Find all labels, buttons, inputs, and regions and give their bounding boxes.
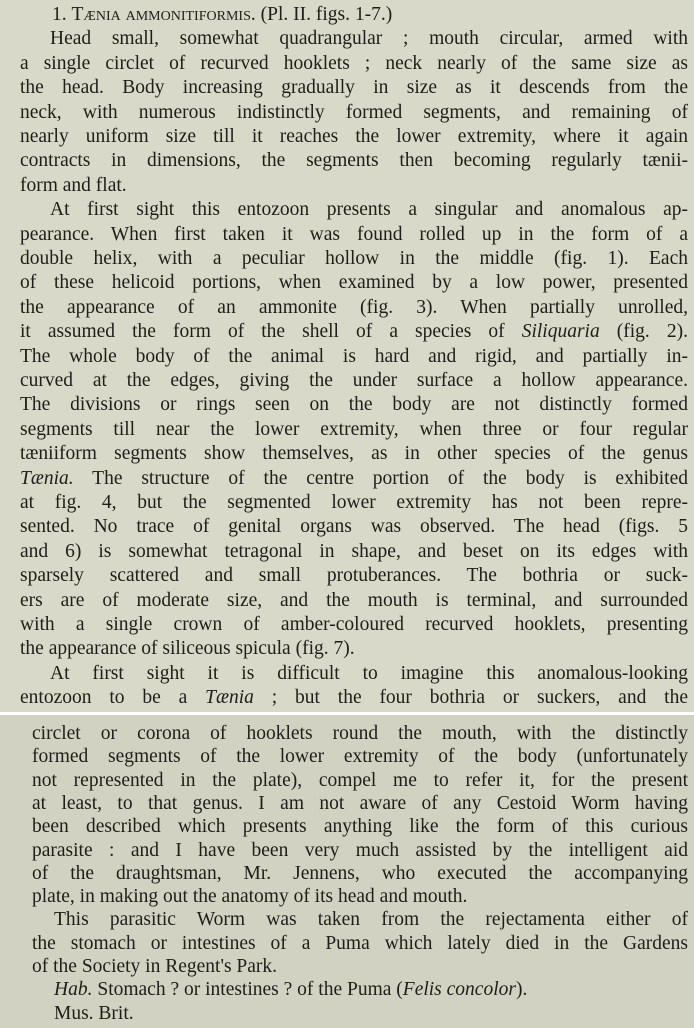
text-span: tæniiform segments show themselves, as in other species of the genus [20, 443, 688, 465]
text-span: The whole body of the animal is hard and rigid, and partially in- [20, 345, 688, 367]
text-line [50, 28, 688, 50]
text-span: (fig. 2). [599, 321, 688, 343]
text-span: entozoon to be a [20, 687, 206, 709]
text-line [20, 394, 688, 416]
text-span: circlet or corona of hooklets round the mouth, with the distinctly [32, 723, 688, 744]
text-line [20, 614, 688, 636]
text-line [54, 909, 688, 931]
text-line [20, 150, 688, 172]
text-span: at least, to that genus. I am not aware of any Cestoid Worm having [32, 792, 688, 814]
section-heading [52, 4, 392, 26]
italic-text: Siliquaria [521, 321, 600, 343]
page-scan-bottom [0, 715, 694, 1028]
text-line [20, 590, 688, 612]
text-span: form and flat. [20, 174, 127, 196]
text-span: of these helicoid portions, when examined by a low power, presented [20, 272, 688, 294]
text-span: a single circlet of recurved hooklets ; neck nearly of the same size as [20, 52, 688, 74]
text-line [32, 770, 688, 792]
text-span: sented. No trace of genital organs was observed. The head (figs. 5 [20, 516, 688, 538]
text-line [20, 516, 688, 538]
text-line [20, 77, 688, 99]
text-line [20, 102, 688, 124]
text-span: contracts in dimensions, the segments then becoming regularly tænii- [20, 150, 688, 172]
text-line [20, 687, 688, 709]
text-line [20, 126, 688, 148]
text-span: double helix, with a peculiar hollow in the middle (fig. 1). Each [20, 248, 688, 269]
text-line [20, 541, 688, 563]
text-line [32, 933, 688, 955]
text-span: pearance. When first taken it was found rolled up in the form of a [20, 223, 688, 245]
text-line [32, 793, 688, 815]
text-span: At first sight it is difficult to imagine this anomalous-looking [50, 662, 688, 684]
text-span: been described which presents anything like the form of this curious [32, 816, 688, 838]
text-line [20, 175, 127, 197]
text-line [32, 746, 688, 768]
text-span: The structure of the centre portion of the body is exhibited [73, 467, 688, 489]
italic-text: Tænia [205, 687, 254, 709]
text-line [32, 840, 688, 862]
text-span: of the Society in Regent's Park. [32, 956, 278, 977]
text-span: At first sight this entozoon presents a singular and anomalous ap- [50, 199, 688, 221]
text-line [20, 297, 688, 319]
text-span: ; but the four bothria or suckers, and the [253, 687, 688, 709]
text-span: the appearance of an ammonite (fig. 3). When partially unrolled, [20, 296, 688, 318]
text-line [32, 886, 467, 908]
text-line [20, 248, 688, 270]
text-line [20, 492, 688, 514]
text-line [32, 956, 277, 978]
text-line [20, 370, 688, 392]
text-line [54, 979, 527, 1001]
text-line [20, 443, 688, 465]
text-span: it assumed the form of the shell of a species of [20, 321, 522, 343]
text-line [54, 1003, 134, 1025]
text-span: This parasitic Worm was taken from the rejectamenta either of [54, 909, 688, 931]
text-span: of the draughtsman, Mr. Jennens, who executed the accompanying [32, 862, 688, 884]
text-span: the appearance of siliceous spicula (fig. 7). [20, 638, 355, 660]
text-span: The divisions or rings seen on the body are not distinctly formed [20, 394, 688, 416]
text-line [20, 321, 688, 343]
text-span: the head. Body increasing gradually in size as it descends from the [20, 77, 688, 99]
text-line [50, 663, 688, 685]
text-span: neck, with numerous indistinctly formed segments, and remaining of [20, 101, 688, 123]
text-line [20, 224, 688, 246]
text-span: (Pl. II. figs. 1-7.) [255, 4, 393, 25]
text-span: Tænia ammonitiformis. [71, 4, 256, 25]
text-line [20, 638, 355, 660]
text-span: Stomach ? or intestines ? of the Puma ( [92, 979, 403, 1001]
text-span: segments till near the lower extremity, when three or four regular [20, 418, 688, 440]
text-span: at fig. 4, but the segmented lower extremity has not been repre- [20, 492, 688, 513]
text-span: ers are of moderate size, and the mouth is terminal, and surrounded [20, 589, 688, 611]
text-line [20, 565, 688, 587]
text-span: not represented in the plate), compel me to refer it, for the present [32, 769, 688, 791]
text-line [20, 272, 688, 294]
text-span: 1. [52, 4, 72, 25]
text-span: nearly uniform size till it reaches the lower extremity, where it again [20, 126, 688, 147]
text-span: with a single crown of amber-coloured recurved hooklets, presenting [20, 614, 688, 635]
text-span: plate, in making out the anatomy of its head and mouth. [32, 886, 468, 908]
text-span: parasite : and I have been very much assisted by the intelligent aid [32, 839, 688, 861]
text-line [50, 199, 688, 221]
text-line [32, 816, 688, 838]
text-span: curved at the edges, giving the under surface a hollow appearance. [20, 370, 688, 391]
text-span: the stomach or intestines of a Puma which lately died in the Gardens [32, 932, 688, 954]
text-line [20, 53, 688, 75]
text-span: Mus. Brit. [54, 1002, 134, 1024]
text-line [32, 863, 688, 885]
text-span: sparsely scattered and small protuberances. The bothria or suck- [20, 565, 688, 587]
text-span: Head small, somewhat quadrangular ; mouth circular, armed with [50, 28, 688, 50]
text-line [20, 419, 688, 441]
text-line [20, 468, 688, 490]
text-span: ). [515, 979, 528, 1001]
text-span: and 6) is somewhat tetragonal in shape, and beset on its edges with [20, 540, 688, 562]
italic-text: Felis concolor [402, 979, 516, 1001]
italic-text: Hab. [54, 979, 93, 1001]
italic-text: Tænia. [20, 467, 74, 489]
text-line [20, 346, 688, 368]
text-span: formed segments of the lower extremity of the body (unfortunately [32, 746, 688, 768]
text-line [32, 723, 688, 745]
